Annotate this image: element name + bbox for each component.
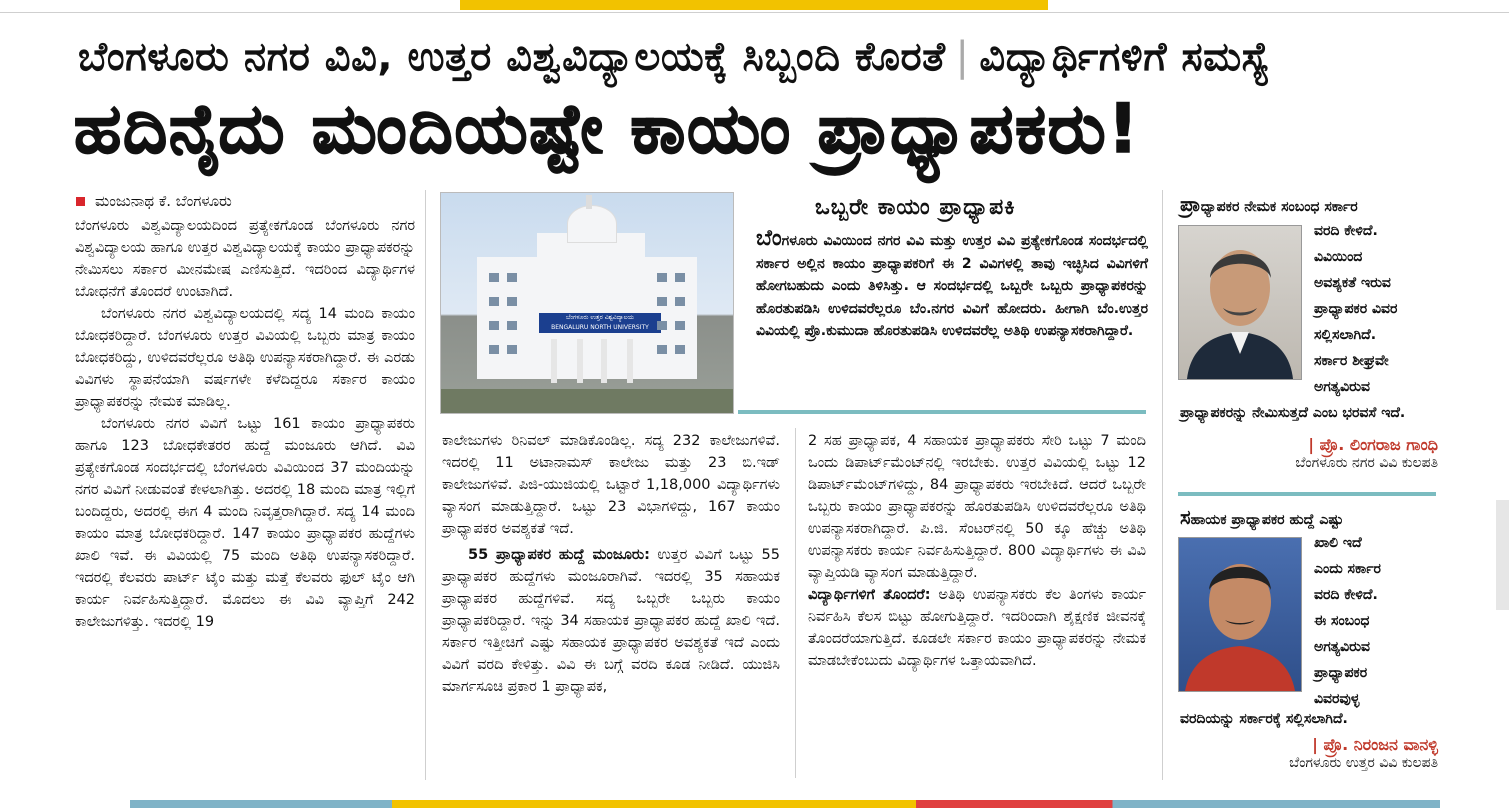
byline [76, 192, 232, 210]
col2-para-2-text: ಉತ್ತರ ವಿವಿಗೆ ಒಟ್ಟು 55 ಪ್ರಾಧ್ಯಾಪಕರ ಹುದ್ದೆಗಳು ಮಂಜೂರಾಗಿವೆ. ಇದರಲ್ಲಿ 35 ಸಹಾಯಕ ಪ್ರಾಧ್ಯಾಪಕರ ಹುದ್ದೆಗಳಿವೆ. ಸದ್ಯ ಒಬ್ಬರೇ ಒಬ್ಬರು ಕಾಯಂ ಪ್ರಾಧ್ಯಾಪಕರಿದ್ದಾರೆ. ಇನ್ನು 34 ಸಹಾಯಕ ಪ್ರಾಧ್ಯಾಪಕರ ಹುದ್ದೆ ಖಾಲಿ ಇದೆ. ಸರ್ಕಾರ ಇತ್ತೀಚಿಗೆ ಎಷ್ಟು ಸಹಾಯಕ ಪ್ರಾಧ್ಯಾಪಕರ ಅವಶ್ಯಕತೆ ಇದೆ ಎಂದು ವಿವಿಗೆ ವರದಿ ಕೇಳಿತ್ತು. ವಿವಿ ಈ ಬಗ್ಗೆ ವರದಿ ಕೂಡ ನೀಡಿದೆ. ಯುಜಿಸಿ ಮಾರ್ಗಸೂಚಿ ಪ್ರಕಾರ 1 ಪ್ರಾಧ್ಯಾಪಕ, [442, 547, 780, 695]
quote2-line-3: ವರದಿ ಕೇಳಿದೆ. [1314, 587, 1378, 603]
quote1-role: ಬೆಂಗಳೂರು ನಗರ ವಿವಿ ಕುಲಪತಿ [1295, 455, 1438, 471]
col1-para-3: ಬೆಂಗಳೂರು ನಗರ ವಿವಿಗೆ ಒಟ್ಟು 161 ಕಾಯಂ ಪ್ರಾಧ್ಯಾಪಕರು ಹಾಗೂ 123 ಬೋಧಕೇತರರ ಹುದ್ದೆ ಮಂಜೂರು ಆಗಿದೆ. ವಿವಿ ಪ್ರತ್ಯೇಕಗೊಂಡ ಸಂದರ್ಭದಲ್ಲಿ ಬೆಂಗಳೂರು ವಿವಿಯಿಂದ 37 ಮಂದಿಯನ್ನು ನಗರ ವಿವಿಗೆ ನೀಡುವಂತೆ ಕೇಳಲಾಗಿತ್ತು. ಅದರಲ್ಲಿ 18 ಮಂದಿ ಮಾತ್ರ ಇಲ್ಲಿಗೆ ಬಂದಿದ್ದರು, ಅದರಲ್ಲಿ ಈಗ 4 ಮಂದಿ ನಿವೃತ್ತರಾಗಿದ್ದಾರೆ. ಸದ್ಯ 14 ಮಂದಿ ಕಾಯಂ ಮಾತ್ರ ಬೋಧಕರಿದ್ದಾರೆ. 147 ಕಾಯಂ ಪ್ರಾಧ್ಯಾಪಕರ ಹುದ್ದೆಗಳು ಖಾಲಿ ಇವೆ. ಈ ವಿವಿಯಲ್ಲಿ 75 ಮಂದಿ ಅತಿಥಿ ಉಪನ್ಯಾಸಕರಿದ್ದಾರೆ. ಇದರಲ್ಲಿ ಕೆಲವರು ಪಾರ್ಟ್ ಟೈಂ ಮತ್ತು ಮತ್ತೆ ಕೆಲವರು ಫುಲ್ ಟೈಂ ಆಗಿ ಕಾರ್ಯ ನಿರ್ವಹಿಸುತ್ತಿದ್ದಾರೆ. ಮೊದಲು ಈ ವಿವಿ ವ್ಯಾಪ್ತಿಗೆ 242 ಕಾಲೇಜುಗಳಿತ್ತು. ಇದರಲ್ಲಿ 19 [75, 416, 415, 630]
person-silhouette-icon [1179, 226, 1301, 379]
quote1-line-4: ಪ್ರಾಧ್ಯಾಪಕರ ವಿವರ [1314, 301, 1398, 317]
quote1-line-7: ಅಗತ್ಯವಿರುವ [1314, 379, 1371, 395]
column-3 [808, 430, 1146, 672]
column-divider-2 [795, 428, 796, 778]
person-silhouette-icon-2 [1179, 538, 1301, 691]
scrollbar-edge [1496, 500, 1509, 610]
quote2-line-1: ಖಾಲಿ ಇದೆ [1314, 535, 1362, 551]
col3-para-1: 2 ಸಹ ಪ್ರಾಧ್ಯಾಪಕ, 4 ಸಹಾಯಕ ಪ್ರಾಧ್ಯಾಪಕರು ಸೇರಿ ಒಟ್ಟು 7 ಮಂದಿ ಒಂದು ಡಿಪಾರ್ಟ್‌ಮೆಂಟ್‌ನಲ್ಲಿ ಇರಬೇಕು. ಉತ್ತರ ವಿವಿಯಲ್ಲಿ ಒಟ್ಟು 12 ಡಿಪಾರ್ಟ್‌ಮೆಂಟ್‌ಗಳಿದ್ದು, 84 ಪ್ರಾಧ್ಯಾಪಕರು ಇರಬೇಕಿದೆ. ಆದರೆ ಒಬ್ಬರೇ ಒಬ್ಬರು ಕಾಯಂ ಪ್ರಾಧ್ಯಾಪಕರನ್ನು ಹೊರತುಪಡಿಸಿ ಉಳಿದವರೆಲ್ಲರೂ ಅತಿಥಿ ಉಪನ್ಯಾಸಕರಾಗಿದ್ದಾರೆ. ಪಿ.ಜಿ. ಸೆಂಟರ್‌ನಲ್ಲಿ 50 ಕ್ಕೂ ಹೆಚ್ಚು ಅತಿಥಿ ಉಪನ್ಯಾಸಕರು ಕಾರ್ಯ ನಿರ್ವಹಿಸುತ್ತಿದ್ದಾರೆ. 800 ವಿದ್ಯಾರ್ಥಿಗಳು ಈ ವಿವಿ ವ್ಯಾಪ್ತಿಯಡಿ ವ್ಯಾಸಂಗ ಮಾಡುತ್ತಿದ್ದಾರೆ. [808, 433, 1146, 581]
col2-para-2 [442, 544, 780, 698]
quote1-line-2: ವಿವಿಯಿಂದ [1314, 249, 1363, 265]
quote2-name: | ಪ್ರೊ. ನಿರಂಜನ ವಾನಳ್ಳಿ [1312, 735, 1438, 754]
portrait-niranjana-vanalli [1178, 537, 1302, 692]
bullet-square-icon [76, 197, 85, 206]
quote1-tail: ಪ್ರಾಧ್ಯಾಪಕರನ್ನು ನೇಮಿಸುತ್ತದೆ ಎಂಬ ಭರವಸೆ ಇದೆ. [1180, 405, 1406, 421]
column-divider-3 [1162, 190, 1163, 780]
top-rule [0, 12, 1509, 13]
portrait-linga-raja-gandhi [1178, 225, 1302, 380]
box-title: ಒಬ್ಬರೇ ಕಾಯಂ ಪ್ರಾಧ್ಯಾಪಕಿ [815, 195, 1016, 220]
university-signboard [539, 313, 661, 333]
quote1-head-text: ಧ್ಯಾಪಕರ ನೇಮಕ ಸಂಬಂಧ ಸರ್ಕಾರ [1200, 199, 1358, 215]
quote1-name: | ಪ್ರೊ. ಲಿಂಗರಾಜ ಗಾಂಧಿ [1308, 435, 1438, 454]
box-dropcap: ಬೆಂ [756, 226, 782, 251]
byline-text: ಮಂಜುನಾಥ ಕೆ. ಬೆಂಗಳೂರು [95, 192, 232, 210]
quote2-line-5: ಅಗತ್ಯವಿರುವ [1314, 639, 1371, 655]
column-divider [425, 190, 426, 780]
col1-para-1: ಬೆಂಗಳೂರು ವಿಶ್ವವಿದ್ಯಾಲಯದಿಂದ ಪ್ರತ್ಯೇಕಗೊಂಡ ಬೆಂಗಳೂರು ನಗರ ವಿಶ್ವವಿದ್ಯಾಲಯ ಹಾಗೂ ಉತ್ತರ ವಿಶ್ವವಿದ್ಯಾಲಯಕ್ಕೆ ಕಾಯಂ ಪ್ರಾಧ್ಯಾಪಕರನ್ನು ನೇಮಿಸಲು ಸರ್ಕಾರ ಮೀನಮೇಷ ಎಣಿಸುತ್ತಿದೆ. ಇದರಿಂದ ವಿದ್ಯಾರ್ಥಿಗಳ ಬೋಧನೆಗೆ ತೊಂದರೆ ಉಂಟಾಗಿದೆ. [75, 218, 415, 300]
quote2-role: ಬೆಂಗಳೂರು ಉತ್ತರ ವಿವಿ ಕುಲಪತಿ [1289, 755, 1438, 771]
box-body-text: ಗಳೂರು ವಿವಿಯಿಂದ ನಗರ ವಿವಿ ಮತ್ತು ಉತ್ತರ ವಿವಿ ಪ್ರತ್ಯೇಕಗೊಂಡ ಸಂದರ್ಭದಲ್ಲಿ ಸರ್ಕಾರ ಅಲ್ಲಿನ ಕಾಯಂ ಪ್ರಾಧ್ಯಾಪಕರಿಗೆ ಈ 2 ವಿವಿಗಳಲ್ಲಿ ತಾವು ಇಚ್ಛಿಸಿದ ವಿವಿಗಳಿಗೆ ಹೋಗಬಹುದು ಎಂದು ತಿಳಿಸಿತ್ತು. ಆ ಸಂದರ್ಭದಲ್ಲಿ ಒಬ್ಬರೇ ಒಬ್ಬರು ಪ್ರಾಧ್ಯಾಪಕರನ್ನು ಹೊರತುಪಡಿಸಿ ಉಳಿದವರೆಲ್ಲರೂ ಬೆಂ.ನಗರ ವಿವಿಗೆ ಹೋದರು. ಹೀಗಾಗಿ ಬೆಂ.ಉತ್ತರ ವಿವಿಯಲ್ಲಿ ಪ್ರೊ.ಕುಮುದಾ ಹೊರತುಪಡಿಸಿ ಉಳಿದವರೆಲ್ಲ ಅತಿಥಿ ಉಪನ್ಯಾಸಕರಾಗಿದ್ದಾರೆ. [756, 233, 1148, 339]
sign-kn: ಬೆಂಗಳೂರು ಉತ್ತರ ವಿಶ್ವವಿದ್ಯಾಲಯ [566, 314, 634, 321]
col3-para-2-text: ಅತಿಥಿ ಉಪನ್ಯಾಸಕರು ಕೆಲ ತಿಂಗಳು ಕಾರ್ಯ ನಿರ್ವಹಿಸಿ ಕೆಲಸ ಬಿಟ್ಟು ಹೋಗುತ್ತಿದ್ದಾರೆ. ಇದರಿಂದಾಗಿ ಶೈಕ್ಷಣಿಕ ಜೀವನಕ್ಕೆ ತೊಂದರೆಯಾಗುತ್ತಿದೆ. ಕೂಡಲೇ ಸರ್ಕಾರ ಕಾಯಂ ಪ್ರಾಧ್ಯಾಪಕರನ್ನು ನೇಮಕ ಮಾಡಬೇಕೆಂಬುದು ವಿದ್ಯಾರ್ಥಿಗಳ ಒತ್ತಾಯವಾಗಿದೆ. [808, 587, 1146, 669]
quote1-line-5: ಸಲ್ಲಿಸಲಾಗಿದೆ. [1314, 327, 1377, 343]
column-1 [75, 215, 415, 633]
col2-para-1: ಕಾಲೇಜುಗಳು ರಿನಿವಲ್ ಮಾಡಿಕೊಂಡಿಲ್ಲ. ಸದ್ಯ 232 ಕಾಲೇಜುಗಳಿವೆ. ಇದರಲ್ಲಿ 11 ಅಟಾನಾಮಸ್ ಕಾಲೇಜು ಮತ್ತು 23 ಬಿ.ಇಡ್ ಕಾಲೇಜುಗಳಿವೆ. ಪಿಜಿ-ಯುಜಿಯಲ್ಲಿ ಒಟ್ಟಾರೆ 1,18,000 ವಿದ್ಯಾರ್ಥಿಗಳು ವ್ಯಾಸಂಗ ಮಾಡುತ್ತಿದ್ದಾರೆ. ಒಟ್ಟು 23 ವಿಭಾಗಳಿದ್ದು, 167 ಕಾಯಂ ಪ್ರಾಧ್ಯಾಪಕರ ಅವಶ್ಯಕತೆ ಇದೆ. [442, 433, 780, 537]
quote1-line-6: ಸರ್ಕಾರ ಶೀಘ್ರವೇ [1314, 353, 1389, 369]
col1-para-2: ಬೆಂಗಳೂರು ನಗರ ವಿಶ್ವವಿದ್ಯಾಲಯದಲ್ಲಿ ಸದ್ಯ 14 ಮಂದಿ ಕಾಯಂ ಬೋಧಕರಿದ್ದಾರೆ. ಬೆಂಗಳೂರು ಉತ್ತರ ವಿವಿಯಲ್ಲಿ ಒಬ್ಬರು ಮಾತ್ರ ಕಾಯಂ ಬೋಧಕರಿದ್ದು, ಉಳಿದವರೆಲ್ಲರೂ ಅತಿಥಿ ಉಪನ್ಯಾಸಕರಾಗಿದ್ದಾರೆ. ಈ ಎರಡು ವಿವಿಗಳು ಸ್ಥಾಪನೆಯಾಗಿ ವರ್ಷಗಳೇ ಕಳೆದಿದ್ದರೂ ಸರ್ಕಾರ ಕಾಯಂ ಪ್ರಾಧ್ಯಾಪಕರನ್ನು ನೇಮಕ ಮಾಡಿಲ್ಲ. [75, 306, 415, 410]
quote2-head-text: ಹಾಯಕ ಪ್ರಾಧ್ಯಾಪಕರ ಹುದ್ದೆ ಎಷ್ಟು [1190, 512, 1344, 528]
quote2-tail: ವರದಿಯನ್ನು ಸರ್ಕಾರಕ್ಕೆ ಸಲ್ಲಿಸಲಾಗಿದೆ. [1180, 711, 1348, 727]
kicker-left: ಬೆಂಗಳೂರು ನಗರ ವಿವಿ, ಉತ್ತರ ವಿಶ್ವವಿದ್ಯಾಲಯಕ್ಕೆ ಸಿಬ್ಬಂದಿ ಕೊರತೆ [78, 34, 946, 80]
quote-divider [1178, 492, 1436, 496]
quote1-head [1180, 192, 1358, 216]
quote2-line-2: ಎಂದು ಸರ್ಕಾರ [1314, 561, 1381, 577]
headline: ಹದಿನೈದು ಮಂದಿಯಷ್ಟೇ ಕಾಯಂ ಪ್ರಾಧ್ಯಾಪಕರು! [74, 90, 1141, 169]
bottom-color-strip [130, 800, 1440, 808]
box-rule [738, 410, 1146, 414]
kicker-right: ವಿದ್ಯಾರ್ಥಿಗಳಿಗೆ ಸಮಸ್ಯೆ [979, 34, 1271, 80]
top-color-bar [460, 0, 1048, 10]
quote2-head-big: ಸ [1180, 505, 1191, 529]
quote1-line-1: ವರದಿ ಕೇಳಿದೆ. [1314, 223, 1378, 239]
university-building-photo [440, 192, 734, 414]
kicker-separator: | [955, 34, 970, 80]
quote1-lines [1314, 218, 1434, 400]
quote2-attribution [1190, 735, 1438, 771]
quote2-head [1180, 505, 1343, 529]
quote1-head-big: ಪ್ರಾ [1180, 192, 1201, 216]
column-2 [442, 430, 780, 698]
kicker [78, 34, 1438, 80]
col3-para-2 [808, 584, 1146, 672]
sign-en: BENGALURU NORTH UNIVERSITY [551, 324, 649, 331]
quote1-attribution [1190, 435, 1438, 471]
col3-subhead: ವಿದ್ಯಾರ್ಥಿಗಳಿಗೆ ತೊಂದರೆ: [808, 587, 931, 603]
quote1-line-3: ಅವಶ್ಯಕತೆ ಇರುವ [1314, 275, 1391, 291]
quote2-line-7: ವಿವರವುಳ್ಳ [1314, 691, 1360, 707]
quote2-line-6: ಪ್ರಾಧ್ಯಾಪಕರ [1314, 665, 1368, 681]
quote2-line-4: ಈ ಸಂಬಂಧ [1314, 613, 1370, 629]
col2-subhead: 55 ಪ್ರಾಧ್ಯಾಪಕರ ಹುದ್ದೆ ಮಂಜೂರು: [468, 547, 650, 563]
box-body [756, 228, 1148, 343]
quote2-lines [1314, 530, 1434, 712]
